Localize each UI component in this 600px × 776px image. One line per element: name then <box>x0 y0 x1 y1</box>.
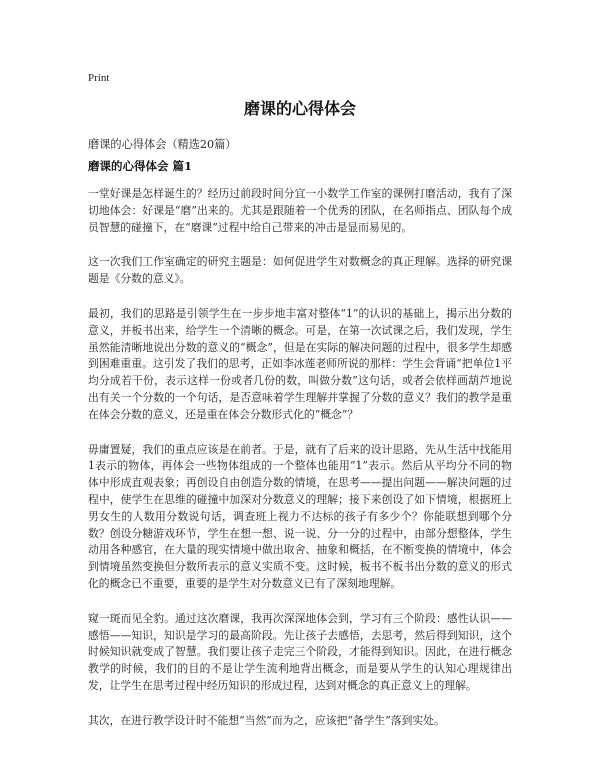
paragraph: 毋庸置疑，我们的重点应该是在前者。于是，就有了后来的设计思路，先从生活中找能用1表示的物体，再体会一些物体组成的一个整体也能用“1”表示。然后从平均分不同的物体中形成直观表象；再创设自由创造分数的情境，在思考——提出问题——解决问题的过程中，使学生在思维的碰撞中加深对分数意义的理解；接下来创设了如下情境，根据班上男女生的人数用分数说句话，调查班上视力不达标的孩子有多少个？你能联想到哪个分数？创设分糖游戏环节，学生在想一想、说一说、分一分的过程中，由部分想整体，学生动用各种感官，在大量的现实情境中做出取舍、抽象和概括，在不断变换的情境中，体会到情境虽然变换但分数所表示的意义实质不变。这时候，板书不板书出分数的意义的形式化的概念已不重要，重要的是学生对分数意义已有了深刻地理解。 <box>88 442 512 590</box>
document-subtitle: 磨课的心得体会（精选20篇） <box>88 138 237 151</box>
page-title: 磨课的心得体会 <box>243 99 356 118</box>
section-heading: 磨课的心得体会 篇1 <box>88 159 193 173</box>
print-label: Print <box>88 72 110 84</box>
paragraph: 最初，我们的思路是引领学生在一步步地丰富对整体“1”的认识的基础上，揭示出分数的意义，并板书出来，给学生一个清晰的概念。可是，在第一次试课之后，我们发现，学生虽然能清晰地说出分数的意义的“概念”，但是在实际的解决问题的过程中，很多学生却感到困难重重。这引发了我们的思考，正如李冰莲老师所说的那样：学生会背诵“把单位1平均分成若干份，表示这样一份或者几份的数，叫做分数”这句话，或者会依样画葫芦地说出有关一个分数的一个句话，是否意味着学生理解并掌握了分数的意义？我们的教学是重在体会分数的意义，还是重在体会分数形式化的“概念”？ <box>88 306 512 421</box>
paragraph: 一堂好课是怎样诞生的？经历过前段时间分宜一小数学工作室的课例打磨活动，我有了深切地体会：好课是“磨”出来的。尤其是跟随着一个优秀的团队，在名师指点、团队每个成员智慧的碰撞下，在“磨课”过程中给自己带来的冲击是显而易见的。 <box>88 187 512 234</box>
paragraph: 其次，在进行教学设计时不能想“当然”而为之，应该把“备学生”落到实处。 <box>88 713 445 727</box>
paragraph: 窥一斑而见全豹。通过这次磨课，我再次深深地体会到，学习有三个阶段：感性认识——感悟——知识，知识是学习的最高阶段。先让孩子去感悟，去思考，然后得到知识，这个时候知识就变成了智慧。我们要让孩子走完三个阶段，才能得到知识。因此，在进行概念教学的时候，我们的目的不是让学生流利地背出概念，而是要从学生的认知心理规律出发，让学生在思考过程中经历知识的形成过程，达到对概念的真正意义上的理解。 <box>88 611 512 692</box>
paragraph: 这一次我们工作室确定的研究主题是：如何促进学生对数概念的真正理解。选择的研究课题是《分数的意义》。 <box>88 255 512 286</box>
document-body <box>88 186 512 748</box>
